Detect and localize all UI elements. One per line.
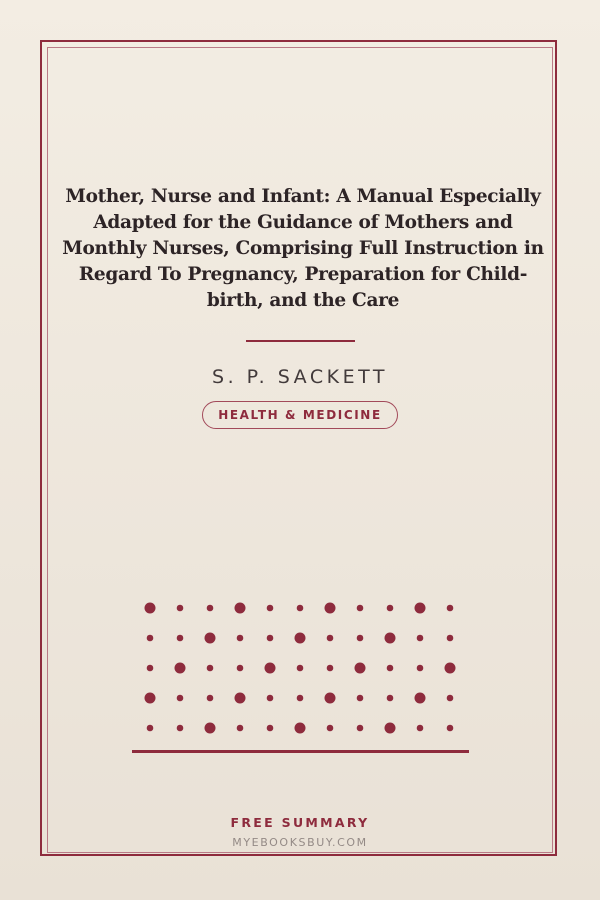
pattern-dot [205, 723, 216, 734]
pattern-dot [207, 665, 214, 672]
pattern-dot [445, 663, 456, 674]
pattern-dot [327, 635, 334, 642]
pattern-dot [357, 605, 364, 612]
pattern-dot [357, 695, 364, 702]
pattern-dot [327, 665, 334, 672]
pattern-dot [237, 665, 244, 672]
pattern-dot [295, 723, 306, 734]
site-url: MYEBOOKSBUY.COM [232, 836, 368, 849]
book-title: Mother, Nurse and Infant: A Manual Especially Adapted for the Guidance of Mothers and Monthly Nurses, Comprising Full Instruction in Regard To Pregnancy, Preparation for Child-birth, and the Care [62, 186, 544, 311]
pattern-dot [417, 665, 424, 672]
pattern-dot [177, 695, 184, 702]
pattern-dot [235, 603, 246, 614]
pattern-dot [297, 695, 304, 702]
pattern-dot [447, 695, 454, 702]
pattern-dot [325, 693, 336, 704]
pattern-dot [325, 603, 336, 614]
pattern-dot [177, 635, 184, 642]
pattern-dot [147, 635, 154, 642]
pattern-dot [415, 693, 426, 704]
pattern-dot [415, 603, 426, 614]
pattern-dot [447, 635, 454, 642]
category-badge: HEALTH & MEDICINE [202, 401, 398, 429]
pattern-dot [417, 635, 424, 642]
pattern-dot [447, 725, 454, 732]
pattern-dot [267, 635, 274, 642]
pattern-dot [265, 663, 276, 674]
book-author: S. P. SACKETT [212, 366, 388, 388]
pattern-dot [237, 725, 244, 732]
pattern-dot [177, 725, 184, 732]
pattern-dot [205, 633, 216, 644]
pattern-dot [385, 633, 396, 644]
pattern-dot [267, 695, 274, 702]
pattern-dot [447, 605, 454, 612]
pattern-dot [237, 635, 244, 642]
pattern-dot [297, 605, 304, 612]
pattern-dot [387, 695, 394, 702]
pattern-dot [177, 605, 184, 612]
pattern-dot [385, 723, 396, 734]
pattern-dot [295, 633, 306, 644]
pattern-dot [235, 693, 246, 704]
pattern-dot [355, 663, 366, 674]
pattern-dot [297, 665, 304, 672]
pattern-dot [147, 725, 154, 732]
pattern-dot [145, 603, 156, 614]
pattern-dot [145, 693, 156, 704]
pattern-divider [132, 750, 469, 753]
pattern-dot [357, 635, 364, 642]
pattern-dot [327, 725, 334, 732]
pattern-dot [387, 665, 394, 672]
free-summary-label: FREE SUMMARY [230, 815, 370, 830]
pattern-dot [207, 605, 214, 612]
pattern-dot [357, 725, 364, 732]
pattern-dot [207, 695, 214, 702]
pattern-dot [267, 725, 274, 732]
pattern-dot [387, 605, 394, 612]
pattern-dot [267, 605, 274, 612]
pattern-dot [417, 725, 424, 732]
pattern-dot [175, 663, 186, 674]
pattern-dot [147, 665, 154, 672]
